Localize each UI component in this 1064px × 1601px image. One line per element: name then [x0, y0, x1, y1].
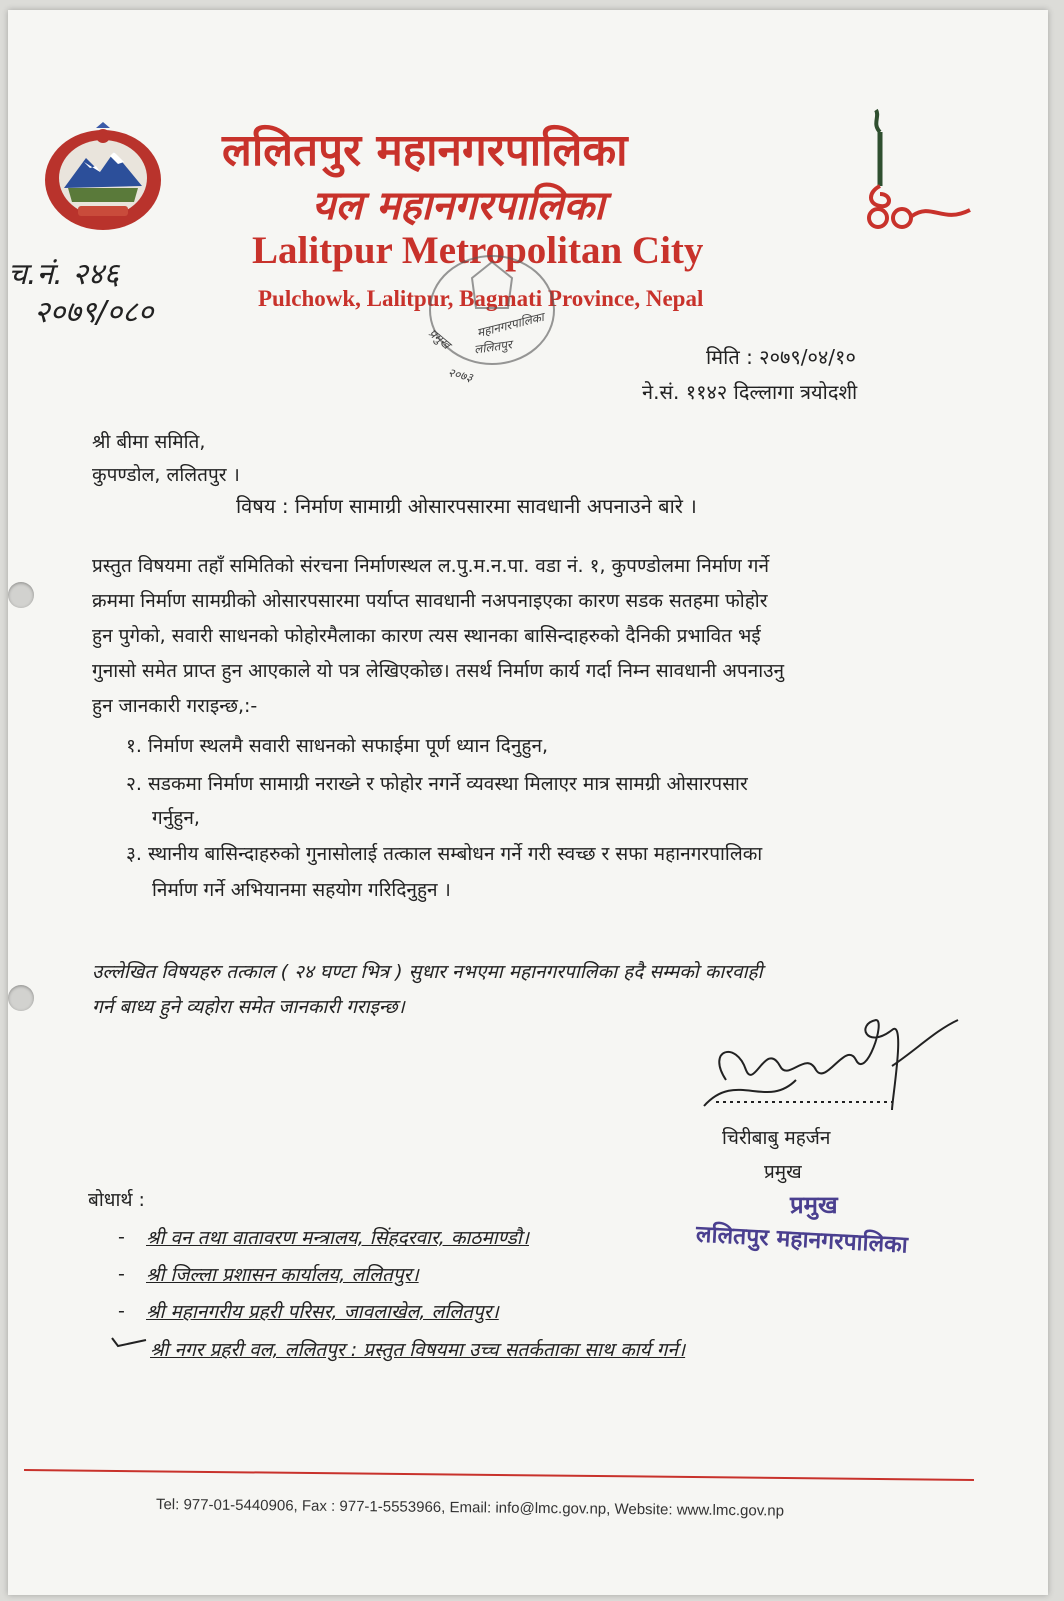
nepal-emblem-icon — [38, 122, 168, 234]
instruction-item-1: १. निर्माण स्थलमै सवारी साधनको सफाईमा पूर्ण ध्यान दिनुहुन, — [126, 735, 549, 757]
letterhead-address: Pulchowk, Lalitpur, Bagmati Province, Nepal — [258, 286, 704, 311]
instruction-item-2-cont: गर्नुहुन, — [152, 807, 200, 829]
punch-hole-top — [8, 582, 34, 608]
recipient-address: कुपण्डोल, ललितपुर । — [92, 464, 240, 486]
cc-dash: - — [118, 1226, 125, 1248]
cc-item: श्री नगर प्रहरी वल, ललितपुर : प्रस्तुत विषयमा उच्च सतर्कताका साथ कार्य गर्न। — [150, 1339, 686, 1361]
footer-contact: Tel: 977-01-5440906, Fax : 977-1-5553966, Email: info@lmc.gov.np, Website: www.lmc.gov.np — [155, 1496, 785, 1520]
warning-line: उल्लेखित विषयहरु तत्काल ( २४ घण्टा भित्र ) सुधार नभएमा महानगरपालिका हदै सम्मको कारवाही — [92, 961, 763, 983]
punch-hole-bottom — [8, 985, 34, 1011]
signatory-name: चिरीबाबु महर्जन — [722, 1127, 831, 1149]
letterhead-title-nepali: ललितपुर महानगरपालिका — [222, 125, 628, 176]
cc-dash: - — [118, 1300, 125, 1322]
cc-item: श्री वन तथा वातावरण मन्त्रालय, सिंहदरवार, काठमाण्डौ। — [146, 1227, 529, 1249]
warning-line: गर्न बाध्य हुने व्यहोरा समेत जानकारी गराइन्छ। — [92, 996, 405, 1018]
cc-item: श्री महानगरीय प्रहरी परिसर, जावलाखेल, ललितपुर। — [146, 1301, 499, 1323]
reference-number-line1: च.नं. २४६ — [8, 257, 120, 292]
signatory-designation: प्रमुख — [764, 1161, 802, 1183]
stamp-text-2: ललितपुर — [473, 337, 513, 357]
letterhead-title-newari: यल महानगरपालिका — [312, 182, 605, 229]
designation-stamp-line2: ललितपुर महानगरपालिका — [695, 1221, 909, 1259]
letterhead-title-english: Lalitpur Metropolitan City — [252, 229, 704, 272]
office-round-stamp — [412, 248, 572, 388]
body-line: गुनासो समेत प्राप्त हुन आएकाले यो पत्र लेखिएकोछ। तसर्थ निर्माण कार्य गर्दा निम्न सावधानी अपनाउनु — [92, 660, 785, 682]
stamp-year: २०७३ — [446, 365, 475, 385]
cc-dash: - — [118, 1263, 125, 1285]
tick-mark-icon — [108, 1332, 148, 1352]
newari-ornament-icon — [862, 106, 982, 232]
body-line: प्रस्तुत विषयमा तहाँ समितिको संरचना निर्माणस्थल ल.पु.म.न.पा. वडा नं. १, कुपण्डोलमा निर्माण गर्ने — [92, 555, 770, 577]
stamp-text-3: प्रमुख — [425, 325, 454, 352]
letter-date: मिति : २०७९/०४/१० — [706, 345, 856, 369]
body-line: क्रममा निर्माण सामग्रीको ओसारपसारमा पर्याप्त सावधानी नअपनाइएका कारण सडक सतहमा फोहोर — [92, 590, 768, 612]
reference-number-line2: २०७९/०८० — [34, 295, 154, 330]
cc-label: बोधार्थ : — [88, 1189, 145, 1211]
signature-scribble — [696, 1010, 966, 1120]
recipient-name: श्री बीमा समिति, — [92, 431, 206, 453]
instruction-item-2: २. सडकमा निर्माण सामाग्री नराख्ने र फोहोर नगर्ने व्यवस्था मिलाएर मात्र सामग्री ओसारपसार — [126, 773, 748, 795]
instruction-item-3: ३. स्थानीय बासिन्दाहरुको गुनासोलाई तत्काल सम्बोधन गर्ने गरी स्वच्छ र सफा महानगरपालिका — [126, 843, 763, 865]
stamp-text-1: महानगरपालिका — [475, 309, 546, 341]
cc-item: श्री जिल्ला प्रशासन कार्यालय, ललितपुर। — [146, 1264, 419, 1286]
body-line: हुन जानकारी गराइन्छ,:- — [92, 695, 258, 717]
letter-date-nepal-sambat: ने.सं. ११४२ दिल्लागा त्रयोदशी — [642, 380, 858, 404]
designation-stamp-line1: प्रमुख — [790, 1191, 838, 1219]
instruction-item-3-cont: निर्माण गर्ने अभियानमा सहयोग गरिदिनुहुन । — [152, 879, 451, 901]
letter-subject: विषय : निर्माण सामाग्री ओसारपसारमा सावधानी अपनाउने बारे । — [236, 494, 697, 518]
body-line: हुन पुगेको, सवारी साधनको फोहोरमैलाका कारण त्यस स्थानका बासिन्दाहरुको दैनिकी प्रभावित भई — [92, 625, 761, 647]
